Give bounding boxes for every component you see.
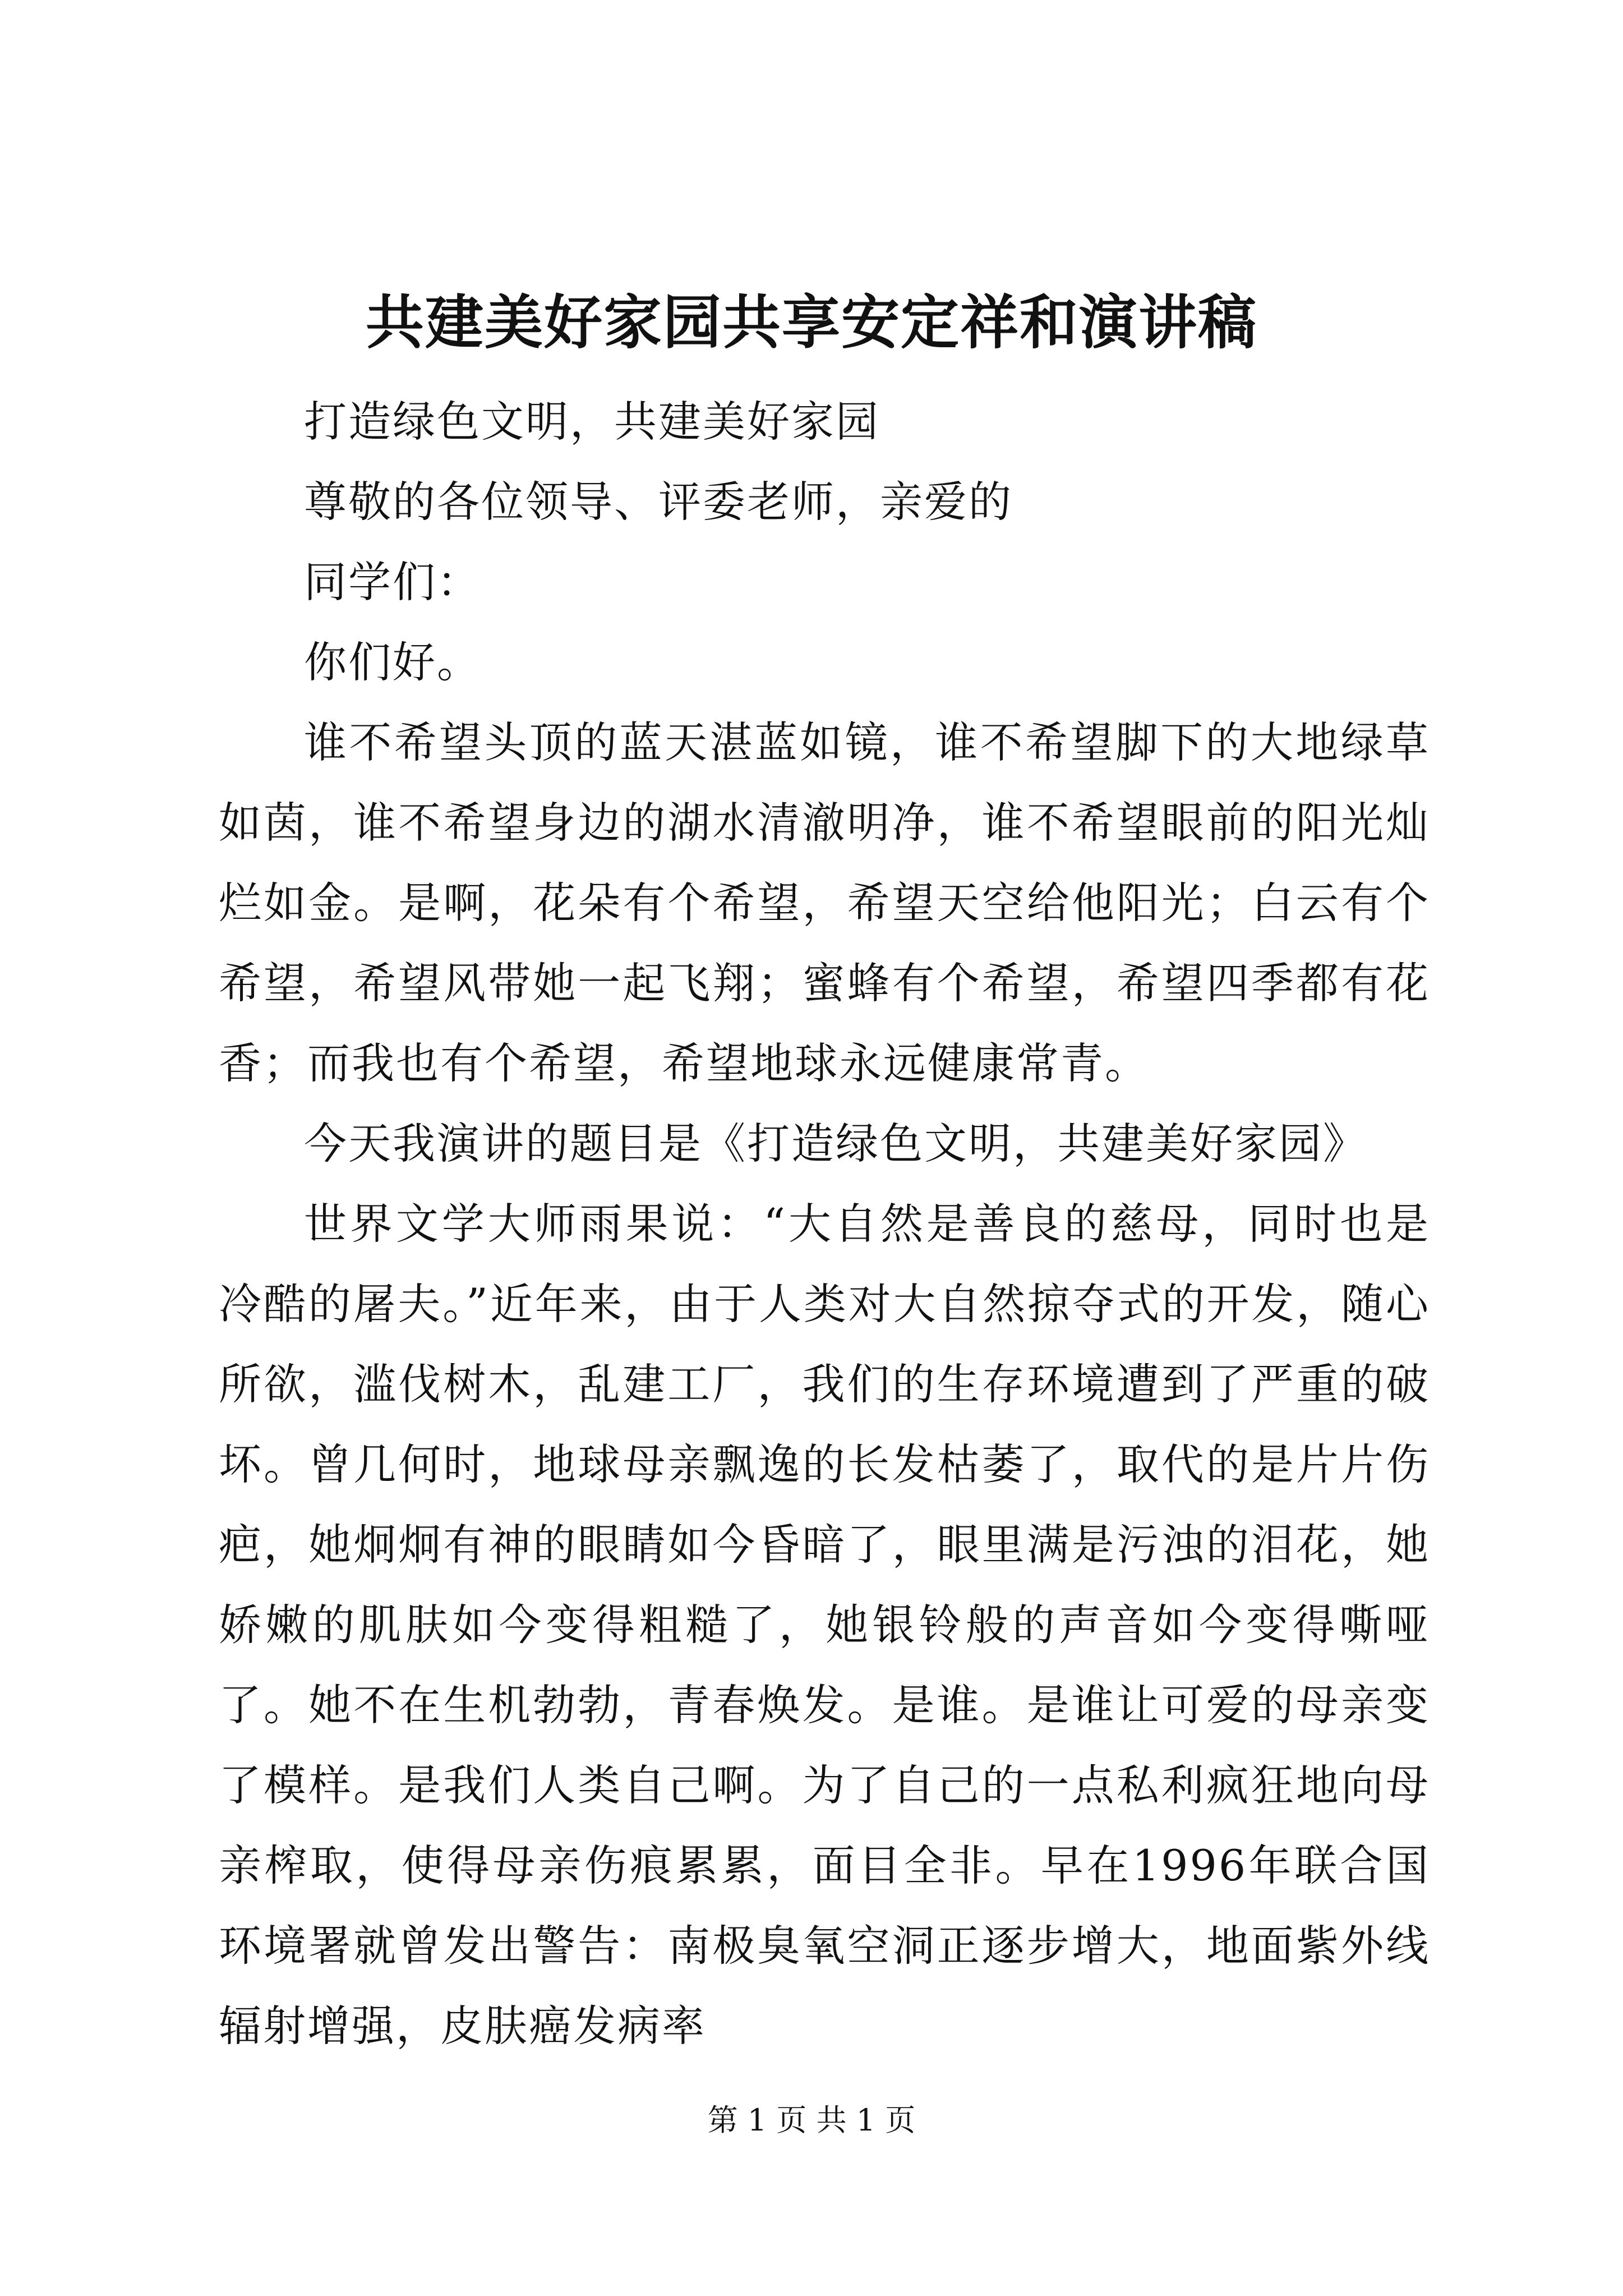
paragraph-greeting: 你们好。 [304,637,481,687]
paragraph-subtitle: 打造绿色文明，共建美好家园 [304,397,880,447]
document-body [219,381,1430,2066]
paragraph-salutation-cont: 同学们： [304,557,481,607]
page-number-footer: 第 1 页 共 1 页 [707,2102,916,2138]
paragraph-hopes: 谁不希望头顶的蓝天湛蓝如镜，谁不希望脚下的大地绿草如茵，谁不希望身边的湖水清澈明净，谁不希望眼前的阳光灿烂如金。是啊，花朵有个希望，希望天空给他阳光；白云有个希望，希望风带她一起飞翔；蜜蜂有个希望，希望四季都有花香；而我也有个希望，希望地球永远健康常青。 [219,717,1430,1088]
paragraph-environment: 世界文学大师雨果说：“大自然是善良的慈母，同时也是冷酷的屠夫。”近年来，由于人类对大自然掠夺式的开发，随心所欲，滥伐树木，乱建工厂，我们的生存环境遭到了严重的破坏。曾几何时，地球母亲飘逸的长发枯萎了，取代的是片片伤疤，她炯炯有神的眼睛如今昏暗了，眼里满是污浊的泪花，她娇嫩的肌肤如今变得粗糙了，她银铃般的声音如今变得嘶哑了。她不在生机勃勃，青春焕发。是谁。是谁让可爱的母亲变了模样。是我们人类自己啊。为了自己的一点私利疯狂地向母亲榨取，使得母亲伤痕累累，面目全非。早在1996年联合国环境署就曾发出警告：南极臭氧空洞正逐步增大，地面紫外线辐射增强，皮肤癌发病率 [219,1199,1430,2051]
paragraph-topic: 今天我演讲的题目是《打造绿色文明，共建美好家园》 [304,1119,1367,1168]
document-title: 共建美好家园共享安定祥和演讲稿 [365,288,1257,357]
paragraph-salutation: 尊敬的各位领导、评委老师，亲爱的 [304,477,1013,527]
